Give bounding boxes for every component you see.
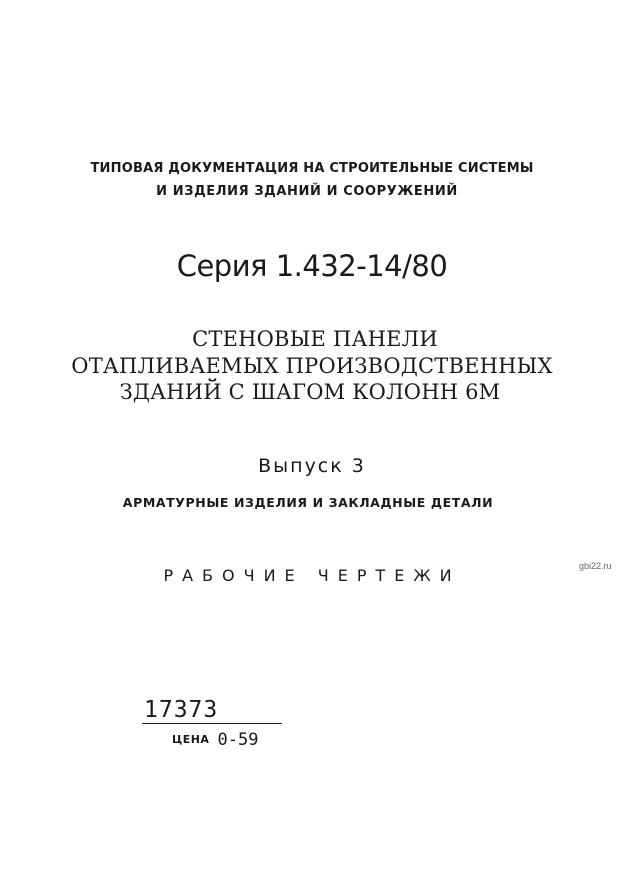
- title-line-3: ЗДАНИЙ С ШАГОМ КОЛОНН 6М: [119, 380, 501, 404]
- price-label: ЦЕНА: [172, 733, 210, 746]
- watermark-link[interactable]: gbi22.ru: [579, 561, 612, 571]
- inventory-underline: [142, 723, 282, 724]
- header-line-2: И ИЗДЕЛИЯ ЗДАНИЙ И СООРУЖЕНИЙ: [156, 184, 458, 199]
- price-value: 0-59: [217, 729, 259, 750]
- price-row: [172, 729, 259, 750]
- header-line-1: ТИПОВАЯ ДОКУМЕНТАЦИЯ НА СТРОИТЕЛЬНЫЕ СИСТЕМЫ: [90, 161, 534, 176]
- inventory-number: 17373: [144, 697, 219, 723]
- inventory-number-block: [142, 697, 282, 724]
- title-line-1: СТЕНОВЫЕ ПАНЕЛИ: [192, 327, 438, 351]
- series-number: Серия 1.432-14/80: [176, 249, 448, 283]
- title-line-2: ОТАПЛИВАЕМЫХ ПРОИЗВОДСТВЕННЫХ: [71, 354, 553, 378]
- issue-label: Выпуск 3: [258, 455, 366, 477]
- working-drawings-label: РАБОЧИЕ ЧЕРТЕЖИ: [163, 566, 461, 585]
- issue-subtitle: АРМАТУРНЫЕ ИЗДЕЛИЯ И ЗАКЛАДНЫЕ ДЕТАЛИ: [122, 495, 494, 510]
